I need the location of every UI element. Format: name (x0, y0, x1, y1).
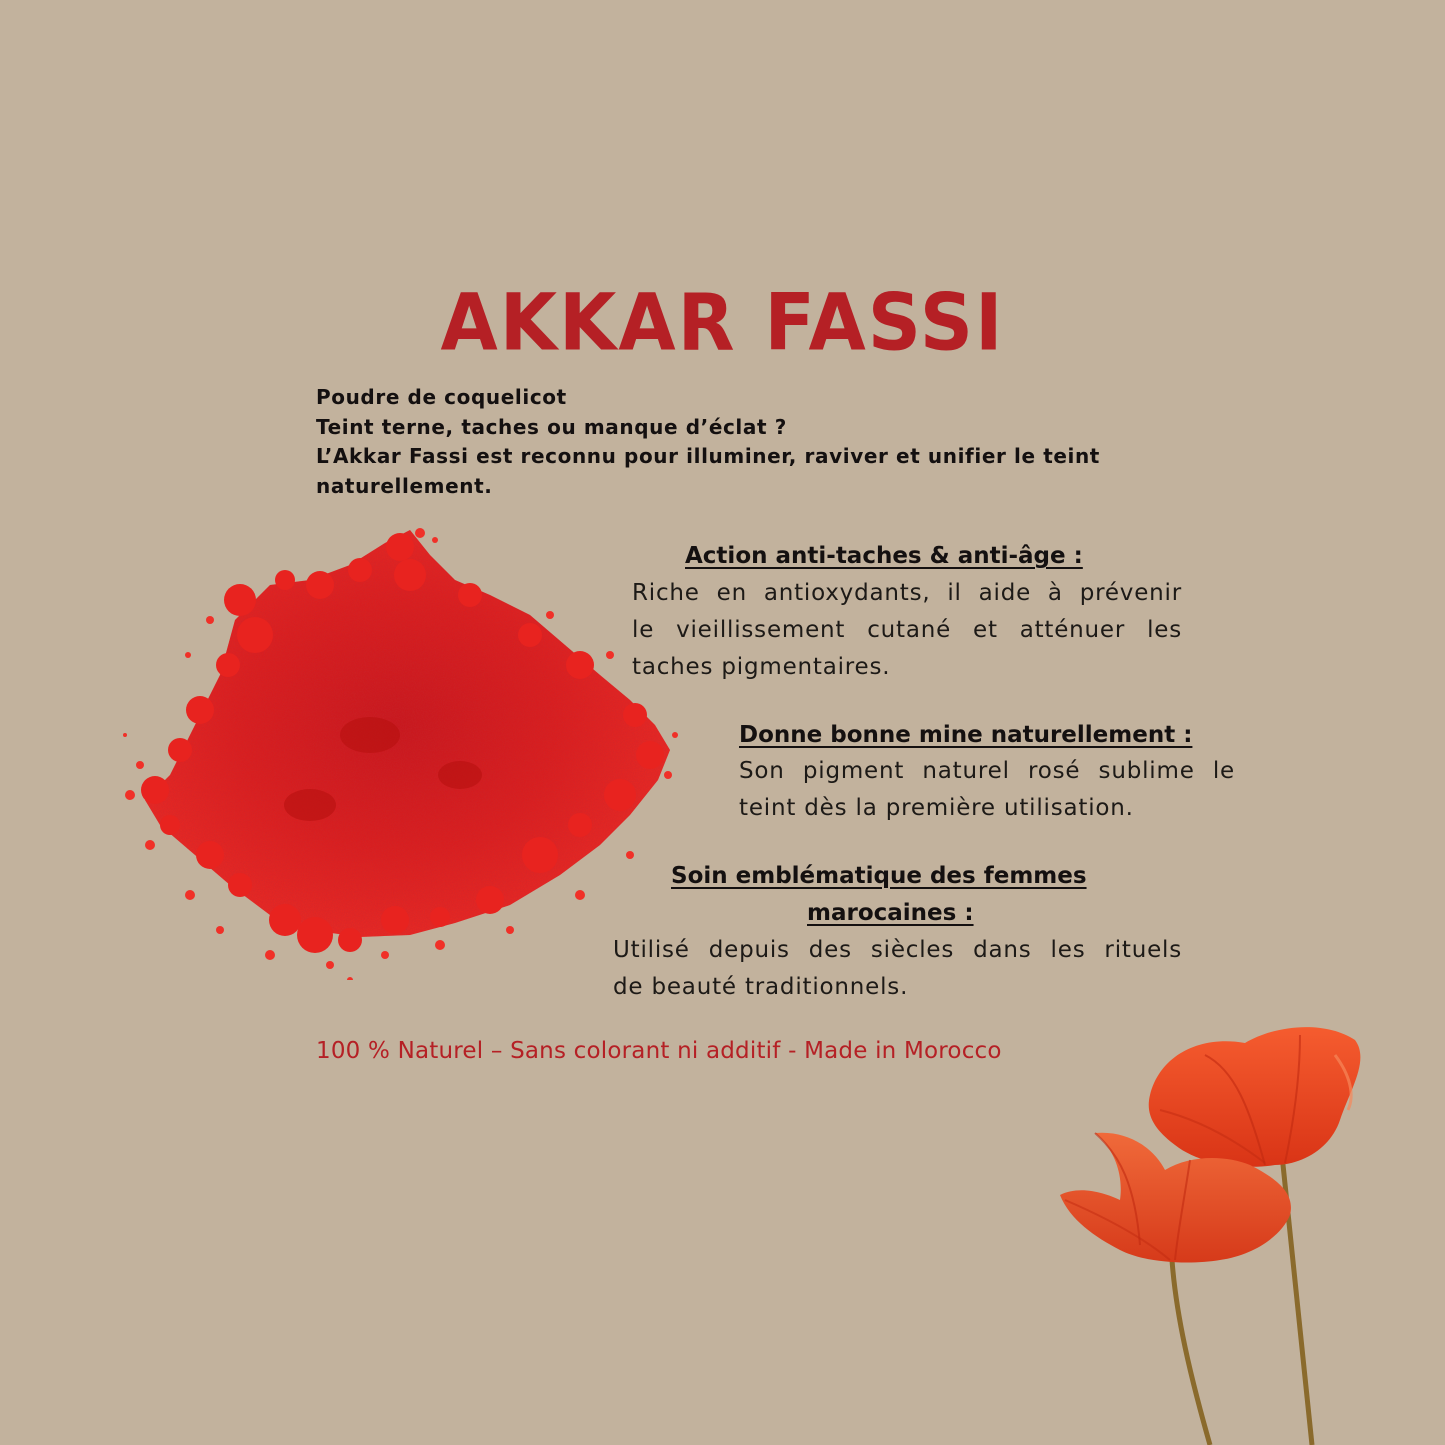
intro-line-subtitle: Poudre de coquelicot (316, 385, 567, 409)
section-heading-glow: Donne bonne mine naturellement : (739, 722, 1193, 748)
section-line: taches pigmentaires. (632, 654, 891, 680)
poppy-flowers-image (1050, 1015, 1380, 1445)
section-body-tradition (613, 932, 1182, 1006)
section-heading-anti-aging: Action anti-taches & anti-âge : (685, 543, 1083, 569)
intro-line-description: L’Akkar Fassi est reconnu pour illuminer, raviver et unifier le teint naturellement. (316, 444, 1100, 498)
product-claims: 100 % Naturel – Sans colorant ni additif - Made in Morocco (316, 1038, 1002, 1064)
section-body-anti-aging (632, 575, 1182, 686)
intro-line-question: Teint terne, taches ou manque d’éclat ? (316, 414, 787, 439)
section-line: teint dès la première utilisation. (739, 795, 1134, 821)
section-line: de beauté traditionnels. (613, 974, 909, 1000)
section-line: Riche en antioxydants, il aide à prévenir (632, 580, 1182, 606)
intro-block (316, 383, 1156, 501)
section-line: Son pigment naturel rosé sublime le (739, 758, 1235, 784)
section-body-glow (739, 753, 1235, 827)
red-powder-image (110, 525, 680, 980)
section-heading-tradition-line2: marocaines : (807, 900, 974, 926)
section-heading-tradition-line1: Soin emblématique des femmes (671, 863, 1087, 889)
page-title: AKKAR FASSI (440, 277, 1005, 369)
section-line: Utilisé depuis des siècles dans les rituels (613, 937, 1182, 963)
section-line: le vieillissement cutané et atténuer les (632, 617, 1182, 643)
